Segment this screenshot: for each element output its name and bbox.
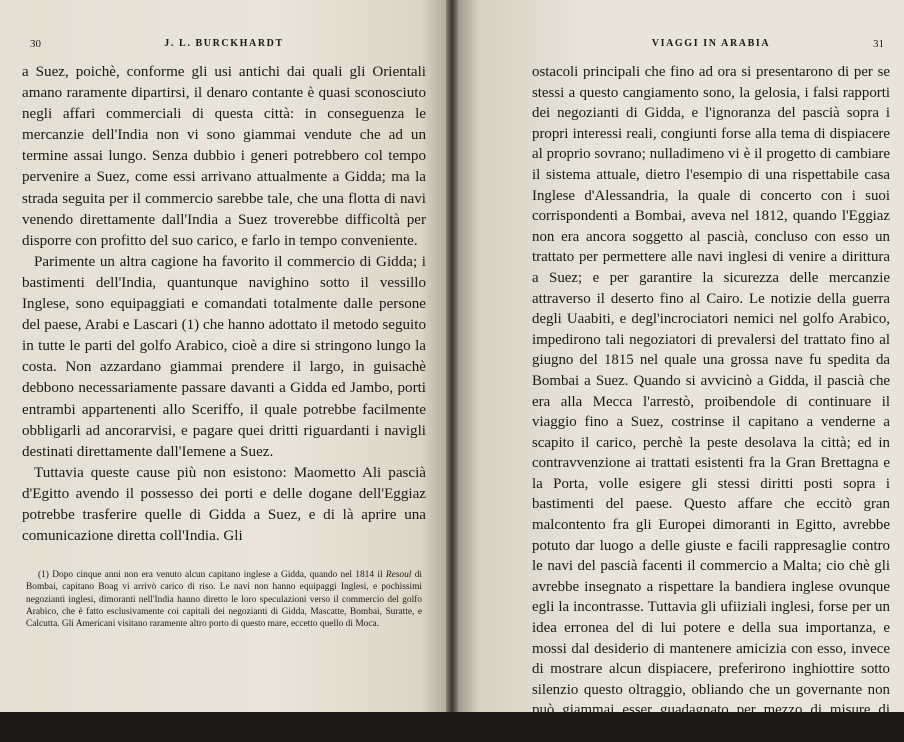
footnote-text: (1) Dopo cinque anni non era venuto alcun capitano inglese a Gidda, quando nel 1814 il — [38, 570, 386, 581]
paragraph: ostacoli principali che fino ad ora si presentarono di per se stessi a questo cangiamento sono, la gelosia, i falsi rapporti dei negozianti di Gidda, e l'ignoranza del pascià sopra i propri interessi reali, congiunti forse alla tema di dispiacere al proprio sovrano; nulladimeno vi è il progetto di cambiare il sistema attuale, dietro l'esempio di una rispettabile casa Inglese d'Alessandria, la quale di concerto con i suoi corrispondenti a Bombai, aveva nel 1812, quando l'Eggiaz non era ancora soggetto al pascià, concluso con esso un trattato per permettere alle navi inglesi di venire a dirittura a Suez; e per garantire la sicurezza delle mercanzie attraverso il deserto fino al Cairo. Le notizie della guerra degli Uaabiti, e degl'incrociatori nemici nel golfo Arabico, impedirono tali negoziatori di prevalersi del trattato fino al giugno del 1815 nel quale una grossa nave fu spedita da Bombai a Suez. Quando si avvicinò a Gidda, il pascià che era alla Mecca l'arrestò, proibendole di continuare il viaggio fino a Suez, costrinse il capitano a venderne a scapito il carico, perchè la peste desolava la città; ed in contravvenzione ai trattati esistenti fra la Gran Brettagna e la Porta, volle esigere gli stessi diritti posti sopra i bastimenti del paese. Questo affare che eccitò gran malcontento fra gli Europei dimoranti in Egitto, avrebbe potuto dar luogo a delle giuste e facili rappresaglie contro le navi del pascià facenti il commercio a Malta; cio chè gli avrebbe insegnato a rispettare la bandiera inglese ovunque egli la incontrasse. Tuttavia gli ufiiziali inglesi, forse per un idea erronea del di lui potere e della sua importanza, e mossi dal desiderio di mantenere amicizia con esso, invece di mostrare alcun dispiacere, preferirono inghiottire sotto silenzio questo oltraggio, obliando che un governante non può giammai esser guadagnato per mezzo di misure di conciliazione, e non — [532, 64, 890, 739]
right-page — [452, 0, 904, 739]
footnote — [26, 569, 422, 630]
ship-name: Resoul — [385, 570, 412, 581]
running-head: VIAGGI IN ARABIA — [651, 38, 771, 49]
page-number: 31 — [873, 38, 884, 50]
paragraph: Parimente un altra cagione ha favorito il commercio di Gidda; i bastimenti dell'India, quantunque navighino sotto il vessillo Inglese, sono equipaggiati e comandati totalmente dalle persone del paese, Arabi e Lascari (1) che hanno adottato il metodo seguito in tutte le parti del golfo Arabico, cioè a dire si stringono lungo la costa. Non azzardano giammai prendere il largo, in guisachè debbono necessariamente passare davanti a Gidda ed Jambo, porti entrambi appartenenti allo Sceriffo, il quale potrebbe facilmente obbligarli ad ancorarvisi, e pagare quei dritti riguardanti i navigli destinati direttamente dall'Iemene a Suez. — [22, 253, 426, 460]
footnotes — [22, 569, 426, 630]
running-head: J. L. BURCKHARDT — [164, 38, 284, 49]
left-page-header — [22, 38, 426, 58]
left-page-body — [22, 62, 426, 547]
right-page-header — [532, 38, 890, 58]
book-gutter — [446, 0, 458, 712]
paragraph: a Suez, poichè, conforme gli usi antichi dai quali gli Orientali amano raramente dipartirsi, il denaro contante è quasi sconosciuto negli affari commerciali di questa città: in conseguenza le mercanzie dell'India non vi sono giammai vendute che ad un termine assai lungo. Senza dubbio i generi potrebbero col tempo pervenire a Suez, come essi arrivano attualmente a Gidda; ma la strada seguita per il commercio sarebbe tale, che una flotta di navi venendo direttamente dall'India a Suez troverebbe difficoltà per disporre con profitto del suo carico, e farlo in tempo conveniente. — [22, 64, 426, 249]
right-page-body — [532, 62, 890, 742]
paragraph: Tuttavia queste cause più non esistono: Maometto Ali pascià d'Egitto avendo il possesso dei porti e delle dogane dell'Eggiaz potrebbe trasferire quelle di Gidda a Suez, e di là aprire una comunicazione diretta coll'India. Gli — [22, 464, 426, 545]
page-number: 30 — [30, 38, 41, 50]
left-page — [0, 0, 452, 712]
footnote-text: di Bombai, capitano Boag vi arrivò carico di riso. Le navi non hanno equipaggi Inglesi, e pochissimi negozianti inglesi, dimoranti nell'India hanno diretto le loro speculazioni verso il commercio del golfo Arabico, che è fatto esclusivamente coi capitali dei negozianti di Gidda, Mascatte, Bombai, Suratte, e Calcutta. Gli Americani visitano raramente altro porto di questo mare, eccetto quello di Moca. — [26, 570, 422, 629]
